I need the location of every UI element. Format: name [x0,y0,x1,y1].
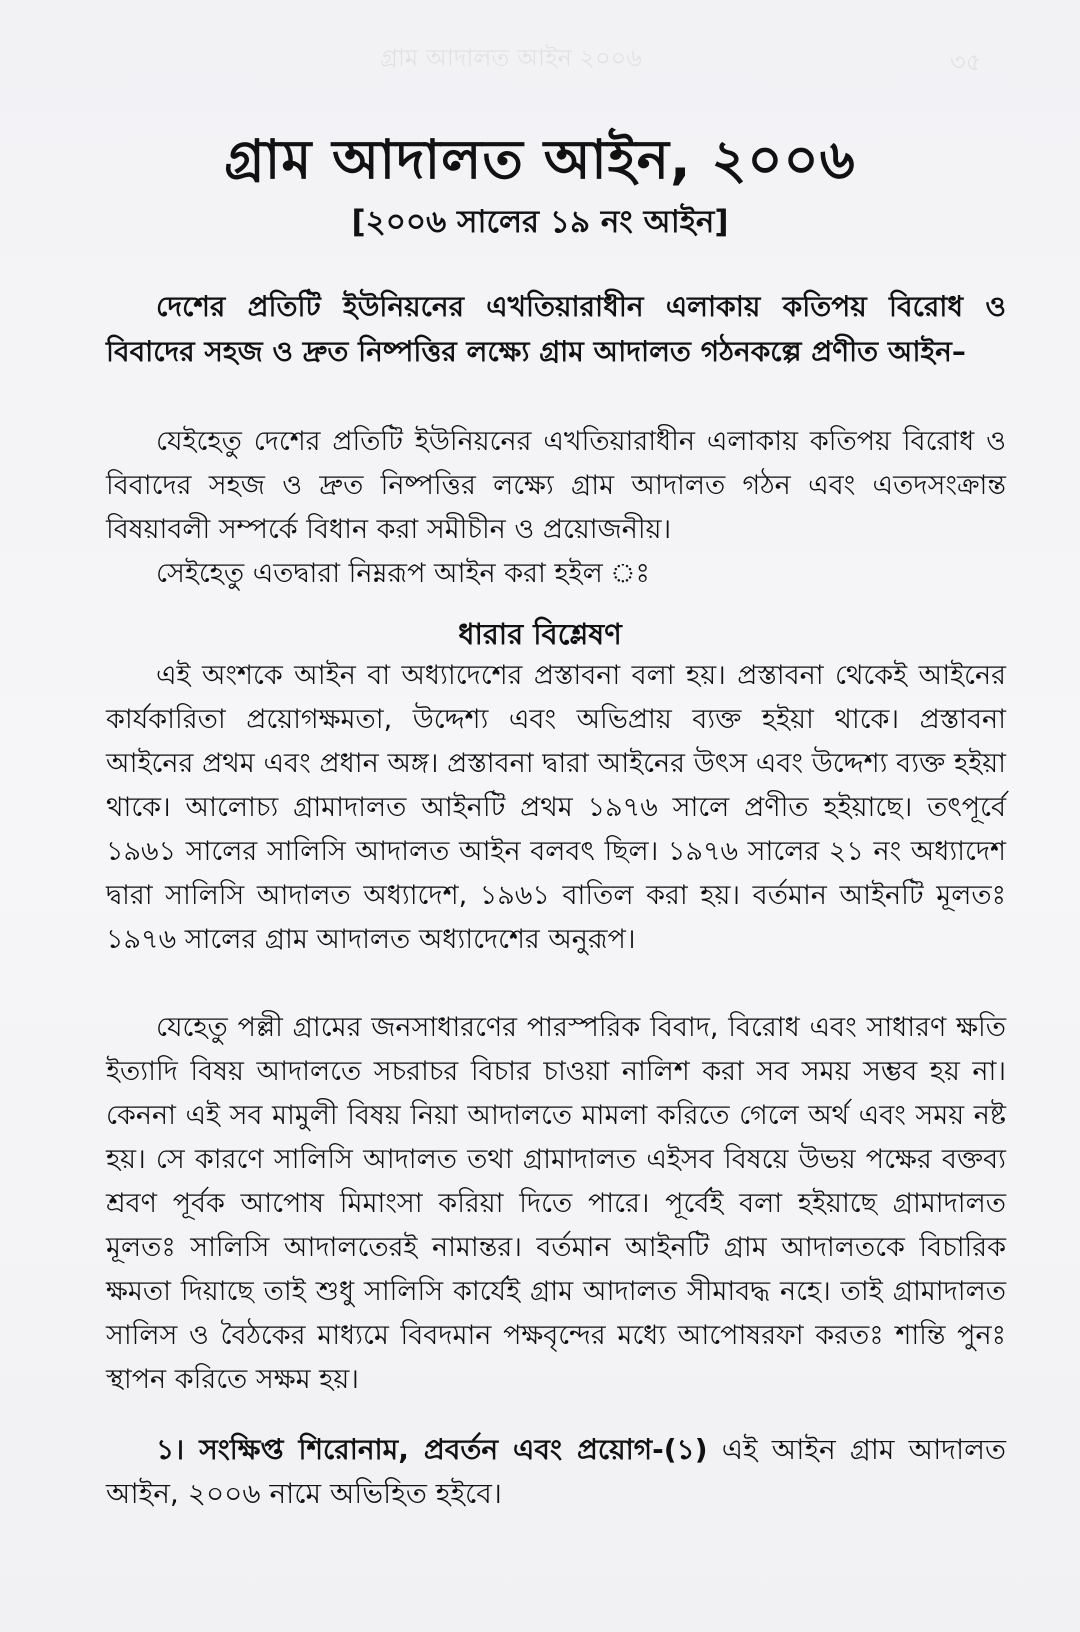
enactment-clause: সেইহেতু এতদ্বারা নিম্নরূপ আইন করা হইল ঃ [156,558,650,589]
section-1-text: এই আইন গ্রাম আদালত আইন, ২০০৬ নামে অভিহিত হইবে। [106,1433,1006,1510]
section-1-title: ১। সংক্ষিপ্ত শিরোনাম, প্রবর্তন এবং প্রয়োগ-(১) [156,1433,708,1466]
section-1 [106,1428,1006,1516]
preamble: যেইহেতু দেশের প্রতিটি ইউনিয়নের এখতিয়ারাধীন এলাকায় কতিপয় বিরোধ ও বিবাদের সহজ ও দ্রুত নিষ্পত্তির লক্ষ্যে গ্রাম আদালত গঠন এবং এতদসংক্রান্ত বিষয়াবলী সম্পর্কে বিধান করা সমীচীন ও প্রয়োজনীয়। [106,426,1006,545]
bleed-through-header: গ্রাম আদালত আইন ২০০৬ [380,44,642,72]
section-heading: ধারার বিশ্লেষণ [458,617,622,651]
long-title: দেশের প্রতিটি ইউনিয়নের এখতিয়ারাধীন এলাকায় কতিপয় বিরোধ ও বিবাদের সহজ ও দ্রুত নিষ্পত্তির লক্ষ্যে গ্রাম আদালত গঠনকল্পে প্রণীত আইন– [106,290,1006,368]
act-number: [২০০৬ সালের ১৯ নং আইন] [351,204,729,240]
analysis-paragraph-1: এই অংশকে আইন বা অধ্যাদেশের প্রস্তাবনা বলা হয়। প্রস্তাবনা থেকেই আইনের কার্যকারিতা প্রয়োগক্ষমতা, উদ্দেশ্য এবং অভিপ্রায় ব্যক্ত হইয়া থাকে। প্রস্তাবনা আইনের প্রথম এবং প্রধান অঙ্গ। প্রস্তাবনা দ্বারা আইনের উৎস এবং উদ্দেশ্য ব্যক্ত হইয়া থাকে। আলোচ্য গ্রামাদালত আইনটি প্রথম ১৯৭৬ সালে প্রণীত হইয়াছে। তৎপূর্বে ১৯৬১ সালের সালিসি আদালত আইন বলবৎ ছিল। ১৯৭৬ সালের ২১ নং অধ্যাদেশ দ্বারা সালিসি আদালত অধ্যাদেশ, ১৯৬১ বাতিল করা হয়। বর্তমান আইনটি মূলতঃ ১৯৭৬ সালের গ্রাম আদালত অধ্যাদেশের অনুরূপ। [106,660,1006,955]
analysis-paragraph-2: যেহেতু পল্লী গ্রামের জনসাধারণের পারস্পরিক বিবাদ, বিরোধ এবং সাধারণ ক্ষতি ইত্যাদি বিষয় আদালতে সচরাচর বিচার চাওয়া নালিশ করা সব সময় সম্ভব হয় না। কেননা এই সব মামুলী বিষয় নিয়া আদালতে মামলা করিতে গেলে অর্থ এবং সময় নষ্ট হয়। সে কারণে সালিসি আদালত তথা গ্রামাদালত এইসব বিষয়ে উভয় পক্ষের বক্তব্য শ্রবণ পূর্বক আপোষ মিমাংসা করিয়া দিতে পারে। পূর্বেই বলা হইয়াছে গ্রামাদালত মূলতঃ সালিসি আদালতেরই নামান্তর। বর্তমান আইনটি গ্রাম আদালতকে বিচারিক ক্ষমতা দিয়াছে তাই শুধু সালিসি কার্যেই গ্রাম আদালত সীমাবদ্ধ নহে। তাই গ্রামাদালত সালিস ও বৈঠকের মাধ্যমে বিবদমান পক্ষবৃন্দের মধ্যে আপোষরফা করতঃ শান্তি পুনঃ স্থাপন করিতে সক্ষম হয়। [106,1012,1006,1395]
bleed-through-page-number: ৩৫ [950,48,982,76]
page-title: গ্রাম আদালত আইন, ২০০৬ [224,128,856,191]
